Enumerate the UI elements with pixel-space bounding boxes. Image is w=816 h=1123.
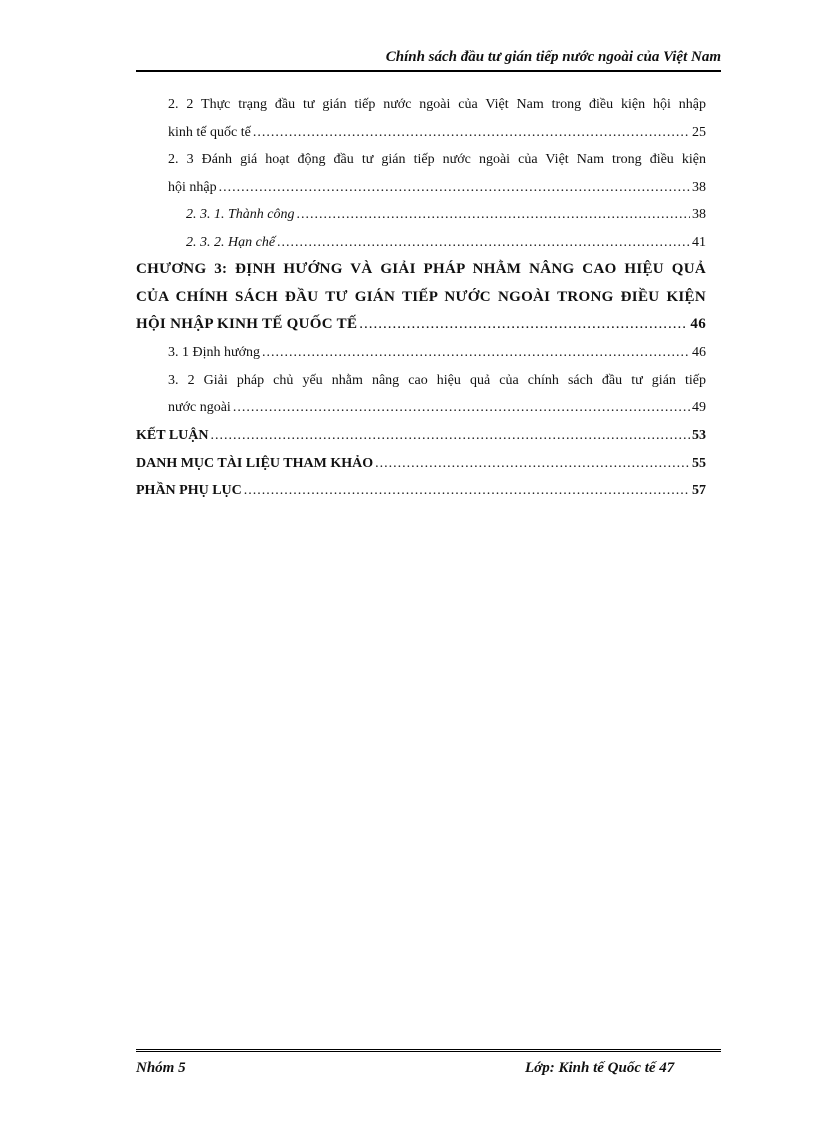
toc-entry-2-3[interactable]: [136, 146, 706, 201]
chapter-title-line-2: CỦA CHÍNH SÁCH ĐẦU TƯ GIÁN TIẾP NƯỚC NGOÀI TRONG ĐIỀU KIỆN: [136, 288, 706, 305]
dot-leader: [359, 311, 688, 339]
chapter-title-line-3: HỘI NHẬP KINH TẾ QUỐC TẾ: [136, 316, 358, 332]
dot-leader: [219, 174, 690, 202]
page-number: 55: [692, 455, 706, 471]
toc-entry-text: DANH MỤC TÀI LIỆU THAM KHẢO: [136, 455, 374, 471]
page-header: [136, 48, 721, 72]
toc-entry-2-3-1[interactable]: [136, 201, 706, 229]
page-number: 46: [690, 316, 706, 332]
toc-entry-text-cont: kinh tế quốc tế: [168, 124, 251, 140]
toc-entry-text-cont: nước ngoài: [168, 400, 231, 415]
toc-entry-text: 2. 3 Đánh giá hoạt động đầu tư gián tiếp nước ngoài của Việt Nam trong điều kiện: [168, 152, 706, 167]
toc-entry-chapter-3[interactable]: [136, 256, 706, 339]
dot-leader: [297, 201, 691, 229]
toc-entry-ket-luan[interactable]: [136, 422, 706, 450]
dot-leader: [262, 339, 690, 367]
page-number: 49: [692, 400, 706, 415]
toc-entry-text: KẾT LUẬN: [136, 428, 209, 443]
dot-leader: [253, 119, 690, 147]
toc-entry-text: PHẦN PHỤ LỤC: [136, 483, 242, 498]
toc-entry-text: 3. 2 Giải pháp chủ yếu nhằm nâng cao hiệu quả của chính sách đầu tư gián tiếp: [168, 372, 706, 388]
dot-leader: [277, 229, 690, 257]
page-number: 57: [692, 483, 706, 498]
toc-entry-text: 2. 2 Thực trạng đầu tư gián tiếp nước ngoài của Việt Nam trong điều kiện hội nhập: [168, 97, 706, 112]
dot-leader: [244, 477, 690, 505]
toc-entry-tai-lieu[interactable]: [136, 450, 706, 478]
toc-entry-3-2[interactable]: [136, 367, 706, 422]
page-number: 41: [692, 234, 706, 250]
toc-entry-2-3-2[interactable]: [136, 229, 706, 257]
footer-group: Nhóm 5: [136, 1060, 186, 1076]
dot-leader: [233, 394, 690, 422]
page-footer: [136, 1049, 721, 1078]
footer-class: Lớp: Kinh tế Quốc tế 47: [525, 1060, 675, 1076]
toc-entry-text: 2. 3. 1. Thành công: [186, 207, 295, 222]
dot-leader: [210, 422, 690, 450]
chapter-title-line-1: CHƯƠNG 3: ĐỊNH HƯỚNG VÀ GIẢI PHÁP NHẰM NÂNG CAO HIỆU QUẢ: [136, 261, 706, 277]
toc-entry-3-1[interactable]: [136, 339, 706, 367]
toc-entry-text-cont: hội nhập: [168, 179, 217, 195]
toc-entry-text: 3. 1 Định hướng: [168, 345, 260, 360]
page-number: 46: [692, 345, 706, 360]
header-title: Chính sách đầu tư gián tiếp nước ngoài của Việt Nam: [385, 49, 721, 65]
toc-entry-2-2[interactable]: [136, 91, 706, 146]
page-number: 53: [692, 428, 706, 443]
page-number: 38: [692, 207, 706, 222]
page-number: 25: [692, 124, 706, 140]
dot-leader: [375, 450, 690, 478]
toc-entry-phu-luc[interactable]: [136, 477, 706, 505]
page-number: 38: [692, 179, 706, 195]
toc-entry-text: 2. 3. 2. Hạn chế: [186, 234, 276, 250]
